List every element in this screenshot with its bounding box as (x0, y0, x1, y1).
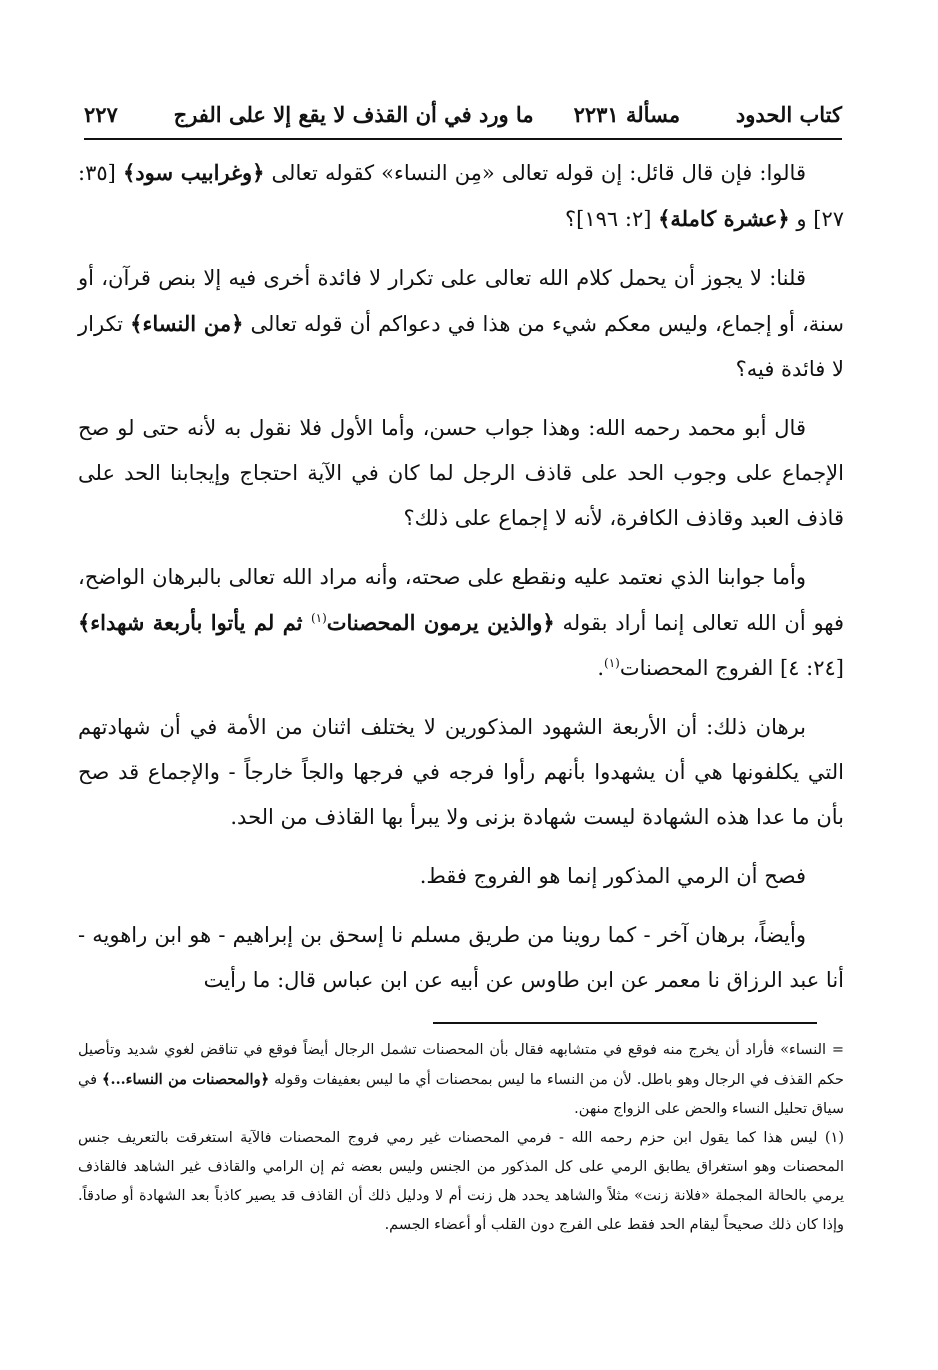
footnote-continuation (78, 1036, 844, 1124)
footnote-1: (١) ليس هذا كما يقول ابن حزم رحمه الله - فرمي المحصنات غير رمي فروج المحصنات فالآية استغرقت بالتعريف جنس المحصنات وهو استغراق يطابق الرمي على كل المذكور من الجنس وليس بعضه ثم إن الرامي والقاذف غير الشاهد فالقاذف يرمي بالحالة المجملة «فلانة زنت» مثلاً والشاهد يحدد هل زنت أم لا ودليل ذلك أن القاذف قد يصير كاذباً بعد الشهادة أو صادقاً. وإذا كان ذلك صحيحاً ليقام الحد فقط على الفرج دون القلب أو أعضاء الجسم. (78, 1130, 844, 1233)
p2-text-c: تكرار لا فائدة فيه؟ (78, 312, 844, 381)
paragraph-3: قال أبو محمد رحمه الله: وهذا جواب حسن، وأما الأول فلا نقول به لأنه حتى لو صح الإجماع على وجوب الحد على قاذف الرجل لما كان في الآية احتجاج وإيجابنا الحد على قاذف العبد وقاذف الكافرة، لأنه لا إجماع على ذلك؟ (78, 416, 844, 530)
p4-quran-2: ثم لم يأتوا بأربعة شهداء﴾ (78, 610, 311, 635)
page-number: ٢٢٧ (84, 101, 118, 127)
p4-text-c: [٢٤: ٤] الفروج المحصنات (619, 656, 844, 680)
fn-cont-a: = النساء» فأراد أن يخرج منه فوقع في متشابهه فقال بأن المحصنات تشمل الرجال أيضاً فوقع في تناقض لغوي شديد وتأصيل حكم القذف في الرجال وهو باطل. لأن من النساء ما ليس بمحصنات أي ما ليس بعفيفات وقوله (78, 1042, 844, 1088)
footnote-divider (433, 1022, 817, 1024)
header-divider (84, 138, 842, 140)
book-title: كتاب الحدود (735, 101, 842, 127)
paragraph-6: فصح أن الرمي المذكور إنما هو الفروج فقط. (419, 864, 806, 888)
p2-text-a: قلنا: لا يجوز أن يحمل كلام الله تعالى على تكرار لا فائدة أخرى فيه إلا بنص قرآن، أو سنة، أو إجماع، وليس معكم شيء من هذا في دعواكم أن قوله تعالى (78, 266, 844, 336)
p1-text-d: [٢: ١٩٦]؟ (565, 207, 659, 231)
p1-text-c: [٣٥: ٢٧] و (78, 161, 844, 231)
p4-text-d: . (597, 656, 605, 680)
paragraph-5: برهان ذلك: أن الأربعة الشهود المذكورين لا يختلف اثنان من الأمة في أن شهادتهم التي يكلفونها هي أن يشهدوا بأنهم رأوا فرجه في فرجها والجاً خارجاً - والإجماع قد صح بأن ما عدا هذه الشهادة ليست شهادة بزنى ولا يبرأ بها القاذف من الحد. (78, 715, 844, 829)
paragraph-7: وأيضاً، برهان آخر - كما روينا من طريق مسلم نا إسحق بن إبراهيم - هو ابن راهويه - أنا عبد الرزاق نا معمر عن ابن طاوس عن أبيه عن ابن عباس قال: ما رأيت (78, 923, 844, 992)
p1-text-a: قالوا: فإن قال قائل: إن قوله تعالى «مِن النساء» كقوله تعالى (264, 161, 806, 185)
p1-quran-2: ﴿عشرة كاملة﴾ (658, 206, 790, 231)
issue-title: ما ورد في أن القذف لا يقع إلا على الفرج (173, 101, 534, 127)
paragraph-4 (78, 555, 844, 691)
footnote-ref-1[interactable]: (١) (310, 611, 327, 625)
paragraph-1 (78, 150, 844, 242)
issue-heading (174, 102, 680, 127)
fn-cont-c: في سياق تحليل النساء والحض على الزواج منهن. (78, 1072, 844, 1117)
fn-cont-quran: ﴿والمحصنات من النساء...﴾ (102, 1071, 270, 1088)
p4-text-a: وأما جوابنا الذي نعتمد عليه ونقطع على صحته، وأنه مراد الله تعالى بالبرهان الواضح، فهو أن الله تعالى إنما أراد بقوله (78, 565, 845, 635)
footnote-ref-2[interactable]: (١) (604, 656, 620, 670)
p4-quran-1: ﴿والذين يرمون المحصنات (326, 610, 555, 635)
issue-number: مسألة ٢٢٣١ (573, 101, 681, 127)
paragraph-2 (78, 256, 844, 392)
p1-quran-1: ﴿وغرابيب سود﴾ (122, 160, 265, 185)
p2-quran-1: ﴿من النساء﴾ (130, 311, 244, 336)
footnotes (78, 1036, 844, 1240)
main-text (78, 150, 844, 1017)
running-header (84, 92, 842, 136)
